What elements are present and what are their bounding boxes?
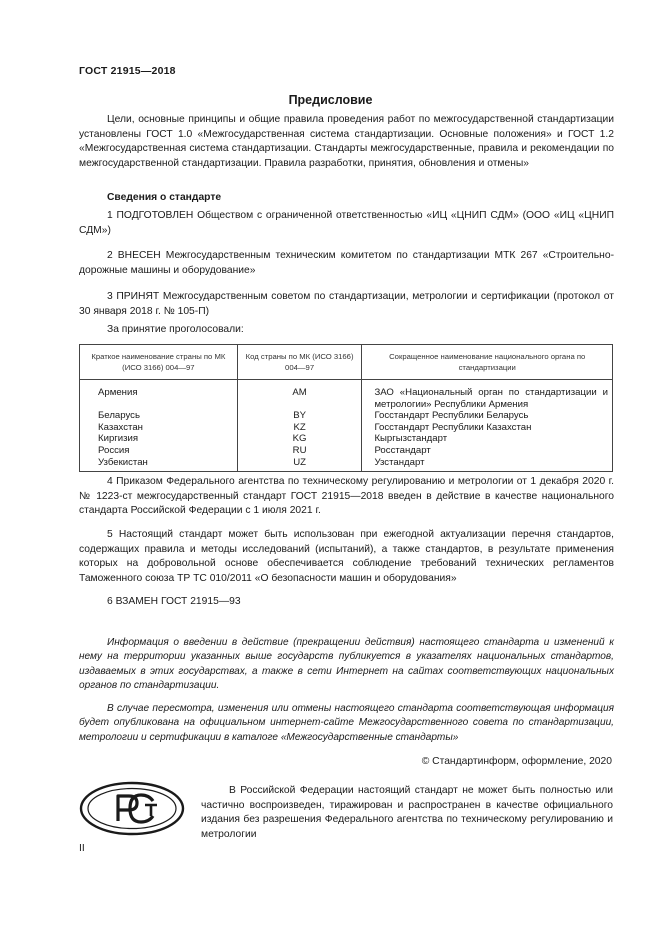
- info-item-2: 2 ВНЕСЕН Межгосударственным техническим комитетом по стандартизации МТК 267 «Строительно-дорожные машины и оборудование»: [79, 250, 614, 276]
- national-body: Госстандарт Республики Казахстан: [362, 422, 613, 434]
- page-title: Предисловие: [288, 93, 373, 107]
- country-code: RU: [237, 445, 362, 457]
- info-item-6: 6 ВЗАМЕН ГОСТ 21915—93: [107, 596, 241, 607]
- info-item-4: 4 Приказом Федерального агентства по техническому регулированию и метрологии от 1 декабря 2020 г. № 1223-ст межгосударственный стандарт ГОСТ 21915—2018 введен в действие в качестве национального стандарта Российской Федерации с 1 июля 2021 г.: [79, 476, 614, 517]
- table-row: [80, 380, 613, 411]
- table-header-country: Краткое наименование страны по МК (ИСО 3166) 004—97: [80, 345, 238, 380]
- standard-info-heading: Сведения о стандарте: [107, 192, 222, 203]
- info-item-5: 5 Настоящий стандарт может быть использован при ежегодной актуализации перечня стандартов, содержащих правила и методы исследований (испытаний), а также стандартов, в результате применения которых на добровольной основе обеспечивается соблюдение требований технических регламентов Таможенного союза ТР ТС 010/2011 «О безопасности машин и оборудования»: [79, 529, 614, 584]
- table-header-code: Код страны по МК (ИСО 3166) 004—97: [237, 345, 362, 380]
- country-code: BY: [237, 410, 362, 422]
- table-row: [80, 445, 613, 457]
- voting-countries-table: [79, 344, 613, 472]
- country-name: Армения: [98, 387, 138, 398]
- table-header-row: [80, 345, 613, 380]
- page-number: II: [79, 843, 85, 854]
- gost-r-seal-icon: [79, 781, 185, 836]
- preface-intro: Цели, основные принципы и общие правила проведения работ по межгосударственной стандартизации установлены ГОСТ 1.0 «Межгосударственная система стандартизации. Основные положения» и ГОСТ 1.2 «Межгосударственная система стандартизации. Стандарты межгосударственные, правила и рекомендации по межгосударственной стандартизации. Правила разработки, принятия, обновления и отмены»: [79, 114, 614, 169]
- document-id: ГОСТ 21915—2018: [79, 65, 176, 77]
- national-body: Госстандарт Республики Беларусь: [362, 410, 613, 422]
- notice-paragraph-2: В случае пересмотра, изменения или отмены настоящего стандарта соответствующая информация будет опубликована на официальном интернет-сайте Межгосударственного совета по стандартизации, метрологии и сертификации в каталоге «Межгосударственные стандарты»: [79, 703, 614, 743]
- country-code: KG: [237, 433, 362, 445]
- country-name: Киргизия: [98, 433, 139, 445]
- country-name: Россия: [98, 444, 130, 456]
- national-body: Узстандарт: [362, 457, 613, 472]
- national-body: Кыргызстандарт: [362, 433, 613, 445]
- notice-paragraph-1: Информация о введении в действие (прекращении действия) настоящего стандарта и изменений к нему на территории указанных выше государств публикуется в указателях национальных стандартов, издаваемых в этих государствах, а также в сети Интернет на сайтах соответствующих национальных органов по стандартизации.: [79, 637, 614, 692]
- country-code: AM: [237, 380, 362, 411]
- country-code: UZ: [237, 457, 362, 472]
- table-row: [80, 422, 613, 434]
- legal-notice: В Российской Федерации настоящий стандарт не может быть полностью или частично воспроизведен, тиражирован и распространен в качестве официального издания без разрешения Федерального агентства по техническому регулированию и метрологии: [201, 785, 613, 840]
- voted-label: За принятие проголосовали:: [107, 324, 244, 335]
- table-row: [80, 433, 613, 445]
- national-body: Росстандарт: [362, 445, 613, 457]
- table-row: [80, 457, 613, 472]
- country-name: Беларусь: [98, 410, 140, 422]
- table-row: [80, 410, 613, 422]
- country-code: KZ: [237, 422, 362, 434]
- copyright-line: © Стандартинформ, оформление, 2020: [421, 756, 612, 767]
- country-name: Узбекистан: [98, 456, 148, 468]
- table-header-body: Сокращенное наименование национального органа по стандартизации: [362, 345, 613, 380]
- national-body: ЗАО «Национальный орган по стандартизации и метрологии» Республики Армения: [362, 380, 613, 411]
- info-item-3: 3 ПРИНЯТ Межгосударственным советом по стандартизации, метрологии и сертификации (протокол от 30 января 2018 г. № 105-П): [79, 291, 614, 317]
- country-name: Казахстан: [98, 421, 143, 433]
- info-item-1: 1 ПОДГОТОВЛЕН Обществом с ограниченной ответственностью «ИЦ «ЦНИП СДМ» (ООО «ИЦ «ЦНИП СДМ»): [79, 210, 614, 236]
